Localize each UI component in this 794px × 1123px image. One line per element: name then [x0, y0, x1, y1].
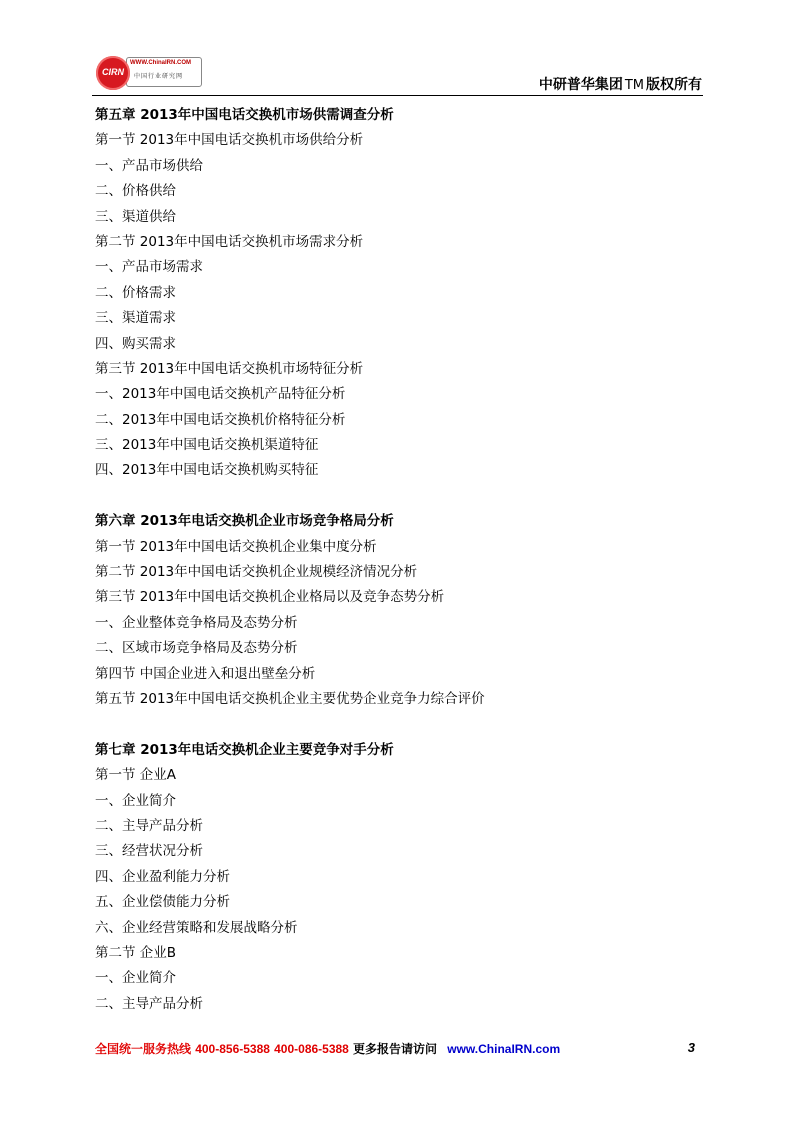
toc-entry: 第四节 中国企业进入和退出壁垒分析: [95, 665, 316, 682]
toc-entry: 二、2013年中国电话交换机价格特征分析: [95, 411, 346, 428]
logo-name-text: 中国行业研究网: [134, 73, 184, 80]
toc-entry: 五、企业偿债能力分析: [95, 894, 230, 911]
toc-entry: 三、渠道需求: [95, 310, 176, 327]
table-of-contents: [95, 103, 705, 1017]
chapter-title: 第五章 2013年中国电话交换机市场供需调查分析: [95, 107, 394, 123]
toc-entry: 一、产品市场需求: [95, 259, 203, 276]
toc-entry: 一、企业简介: [95, 792, 176, 809]
toc-entry: 一、产品市场供给: [95, 157, 203, 174]
more-reports-label: 更多报告请访问: [353, 1042, 438, 1056]
toc-entry: 第三节 2013年中国电话交换机市场特征分析: [95, 360, 364, 377]
trademark-sign: TM: [624, 78, 644, 93]
toc-entry: 二、主导产品分析: [95, 817, 203, 834]
chinairn-logo: [92, 55, 202, 91]
toc-entry: 六、企业经营策略和发展战略分析: [95, 919, 298, 936]
toc-entry: 一、企业简介: [95, 970, 176, 987]
page-header: [92, 55, 702, 97]
hotline-phone-1: 400-856-5388: [195, 1042, 270, 1056]
toc-entry: 第一节 2013年中国电话交换机市场供给分析: [95, 132, 364, 149]
toc-entry: 第二节 2013年中国电话交换机企业规模经济情况分析: [95, 564, 418, 581]
logo-letters: CIRN: [102, 67, 124, 77]
toc-entry: 一、企业整体竞争格局及态势分析: [95, 614, 298, 631]
toc-entry: 四、2013年中国电话交换机购买特征: [95, 462, 319, 479]
toc-entry: 二、价格供给: [95, 183, 176, 200]
page-number: 3: [687, 1040, 695, 1055]
toc-entry: 第三节 2013年中国电话交换机企业格局以及竞争态势分析: [95, 589, 445, 606]
toc-entry: 二、区域市场竞争格局及态势分析: [95, 640, 298, 657]
toc-entry: 四、购买需求: [95, 335, 176, 352]
rights-reserved: 版权所有: [646, 77, 702, 93]
chapter-title: 第六章 2013年电话交换机企业市场竞争格局分析: [95, 513, 394, 530]
toc-entry: 三、经营状况分析: [95, 843, 203, 860]
section-spacer: [95, 712, 705, 737]
toc-entry: 第一节 企业A: [95, 767, 177, 784]
toc-entry: 三、渠道供给: [95, 208, 176, 225]
page-footer: [95, 1040, 695, 1060]
toc-entry: 四、企业盈利能力分析: [95, 868, 230, 885]
toc-entry: 第一节 2013年中国电话交换机企业集中度分析: [95, 538, 377, 555]
section-spacer: [95, 484, 705, 509]
toc-entry: 第二节 2013年中国电话交换机市场需求分析: [95, 233, 364, 250]
toc-entry: 第二节 企业B: [95, 944, 177, 961]
toc-entry: 第五节 2013年中国电话交换机企业主要优势企业竞争力综合评价: [95, 690, 485, 707]
website-link[interactable]: www.ChinaIRN.com: [447, 1042, 561, 1056]
chapter-title: 第七章 2013年电话交换机企业主要竞争对手分析: [95, 741, 394, 758]
logo-url-text: WWW.ChinaIRN.COM: [130, 60, 191, 66]
toc-entry: 二、主导产品分析: [95, 995, 203, 1012]
copyright-notice: [539, 74, 702, 94]
toc-entry: 三、2013年中国电话交换机渠道特征: [95, 437, 319, 454]
toc-entry: 二、价格需求: [95, 284, 176, 301]
header-divider: [92, 95, 703, 96]
company-name: 中研普华集团: [538, 77, 623, 93]
hotline-label: 全国统一服务热线: [95, 1042, 192, 1056]
toc-entry: 一、2013年中国电话交换机产品特征分析: [95, 386, 346, 403]
hotline-phone-2: 400-086-5388: [274, 1042, 349, 1056]
